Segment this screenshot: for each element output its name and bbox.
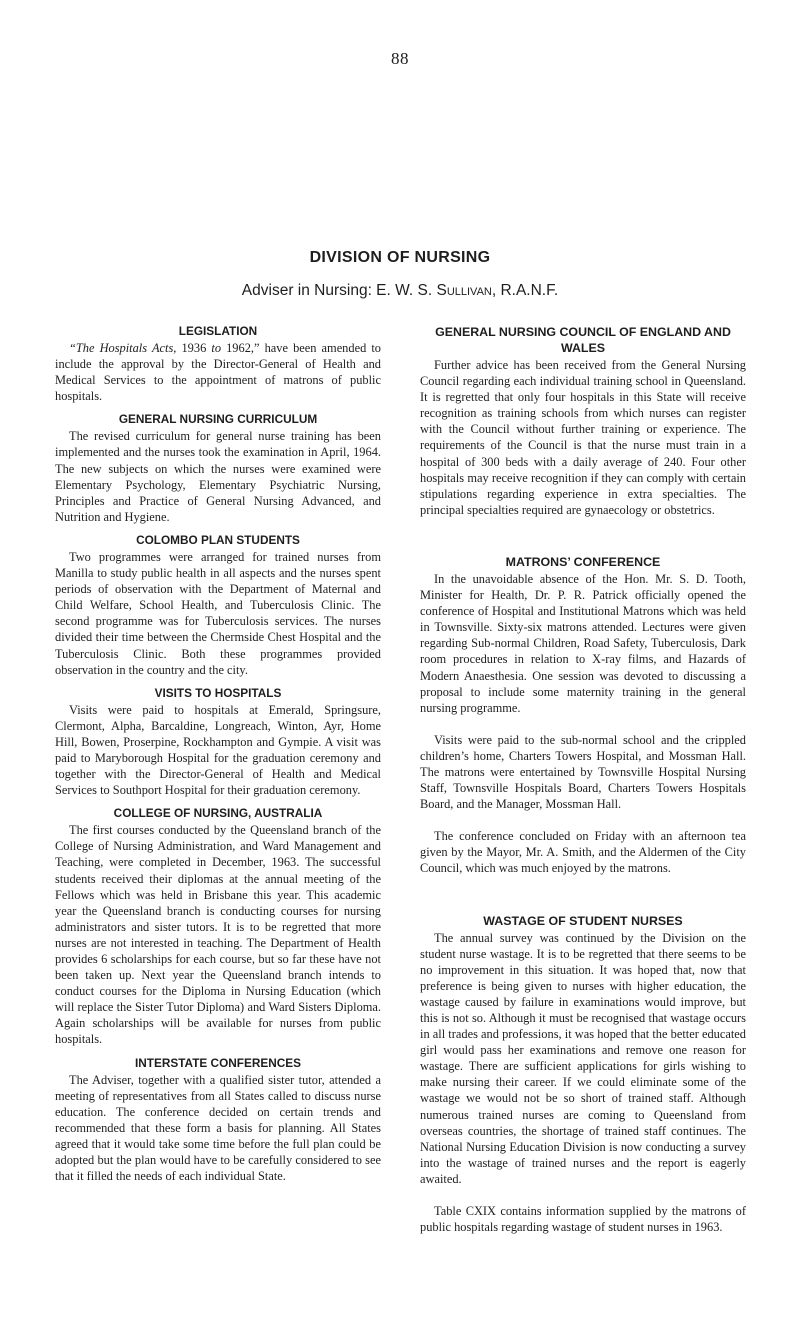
left-column — [55, 324, 381, 1184]
paragraph — [55, 340, 381, 404]
section-matrons — [420, 554, 746, 877]
section-colombo — [55, 533, 381, 678]
paragraph: The revised curriculum for general nurse training has been implemented and the nurses took the examination in April, 1964. The new subjects on which the nurses were examined were Elementary Psychology, Elementary Psychiatric Nursing, Principles and Practice of General Nursing Advanced, and Nutrition and Hygiene. — [55, 429, 381, 524]
paragraph: The Adviser, together with a qualified sister tutor, attended a meeting of representatives from all States called to discuss nurse education. The conference decided on certain trends and recommended that these form a basis for planning. All States agreed that it would take some time before the full plan could be adopted but the plan would have to be carefully considered to see that it filled the needs of each individual State. — [55, 1072, 381, 1184]
paragraph: Table CXIX contains information supplied by the matrons of public hospitals regarding wastage of student nurses in 1963. — [420, 1204, 746, 1235]
page-title: DIVISION OF NURSING — [309, 249, 491, 266]
section-wastage — [420, 913, 746, 1236]
text-run: 1936 — [176, 341, 212, 355]
page-number: 88 — [391, 49, 409, 68]
section-heading: VISITS TO HOSPITALS — [154, 685, 282, 700]
section-curriculum — [55, 412, 381, 525]
text-run: 1962,” have been amended to include the approval by the Director-General of Health and Medical Services to the appointment of matrons of public hospitals. — [55, 341, 382, 404]
section-heading: COLLEGE OF NURSING, AUSTRALIA — [113, 806, 323, 821]
section-heading: INTERSTATE CONFERENCES — [134, 1055, 302, 1070]
section-interstate — [55, 1056, 381, 1185]
right-column — [420, 324, 746, 1235]
section-heading: WASTAGE OF STUDENT NURSES — [483, 913, 683, 928]
paragraph: The conference concluded on Friday with an afternoon tea given by the Mayor, Mr. A. Smith, and the Aldermen of the City Council, which was much enjoyed by the matrons. — [420, 829, 746, 876]
italic-text: “The Hospitals Acts, — [69, 341, 177, 355]
section-general-council — [420, 324, 746, 518]
paragraph: Two programmes were arranged for trained nurses from Manilla to study public health in all aspects and the nurses spent periods of observation with the Department of Maternal and Child Welfare, School Health, and Tuberculosis Clinic. The second programme was for Tuberculosis services. The nurses divided their time between the Chermside Chest Hospital and the Tuberculosis Clinic. Both these programmes provided observation in the country and the city. — [55, 549, 381, 677]
adviser-suffix: , R.A.N.F. — [491, 282, 559, 299]
paragraph: The first courses conducted by the Queensland branch of the College of Nursing Administration, and Ward Management and Teaching, were completed in December, 1963. The successful students received their diplomas at the annual meeting of the Fellows which was held in Brisbane this year. This academic year the Queensland branch is conducting courses for nursing administrators and sister tutors. It is to be regretted that more nurses are not interested in teaching. The Department of Health provides 6 scholarships for each course, but so far these have not been taken up. Next year the Queensland branch intends to conduct courses for the Diploma in Nursing Education (which will replace the Sister Tutor Diploma) and Ward Sisters Diploma. Again scholarships will be available for nurses from public hospitals. — [55, 823, 381, 1047]
section-heading: LEGISLATION — [178, 324, 258, 338]
section-college — [55, 806, 381, 1047]
section-heading: GENERAL NURSING COUNCIL OF ENGLAND AND WALES — [435, 325, 731, 355]
adviser-prefix: Adviser in Nursing: E. W. S. — [241, 282, 433, 299]
italic-text: to — [211, 341, 222, 355]
section-visits — [55, 686, 381, 799]
section-heading: COLOMBO PLAN STUDENTS — [136, 532, 300, 547]
paragraph: In the unavoidable absence of the Hon. Mr. S. D. Tooth, Minister for Health, Dr. P. R. Patrick officially opened the conference of Hospital and Institutional Matrons which was held in Townsville. Sixty-six matrons attended. Lectures were given regarding Sub-normal Children, Road Safety, Tuberculosis, Dark room procedures in relation to X-ray films, and Hazards of Modern Anaesthesia. One session was devoted to discussing a proposal to include some maternity training in the general nursing programme. — [420, 571, 746, 715]
paragraph: Further advice has been received from the General Nursing Council regarding each individual training school in Queensland. It is regretted that only four hospitals in this State will receive recognition as training schools from which nurses can register with the Council without further training or experience. The requirements of the Council is that the nurse must train in a hospital of 300 beds with a daily average of 240. Four other hospitals may receive recognition if they can comply with certain stipulations regarding experience in extra specialties. The principal specialties required are gynaecology or obstetrics. — [420, 358, 746, 517]
paragraph: Visits were paid to hospitals at Emerald, Springsure, Clermont, Alpha, Barcaldine, Longreach, Winton, Ayr, Home Hill, Bowen, Proserpine, Rockhampton and Gympie. A visit was paid to Maryborough Hospital for the graduation ceremony and together with the Director-General of Health and Medical Services to Southport Hospital for their graduation ceremony. — [55, 702, 381, 798]
section-legislation — [55, 324, 381, 404]
adviser-name: Sullivan — [436, 282, 492, 299]
section-heading: MATRONS’ CONFERENCE — [505, 554, 661, 569]
paragraph: The annual survey was continued by the Division on the student nurse wastage. It is to be regretted that there seems to be no improvement in this situation. It was hoped that, now that preference is being given to nurses with higher education, the wastage caused by failure in examinations would improve, but this is not so. Although it must be recognised that wastage occurs in all trades and professions, it was hoped that the better educated girl would pass her examinations and remove one reason for wastage. There are sufficient applications for girls wishing to make nursing their career. If we could eliminate some of the wastage we would not be so short of trained staff. Although numerous trained nurses are coming to Queensland from overseas countries, the shortage of trained staff continues. The National Nursing Education Division is now conducting a survey into the wastage of trained nurses and the report is eagerly awaited. — [420, 930, 746, 1186]
section-heading: GENERAL NURSING CURRICULUM — [118, 412, 318, 427]
paragraph: Visits were paid to the sub-normal school and the crippled children’s home, Charters Towers Hospital, and Mossman Hall. The matrons were entertained by Townsville Hospital Nursing Staff, Townsville Hospitals Board, Charters Towers Hospitals Board, and the Manager, Mossman Hall. — [420, 732, 746, 812]
adviser-line — [0, 282, 800, 300]
